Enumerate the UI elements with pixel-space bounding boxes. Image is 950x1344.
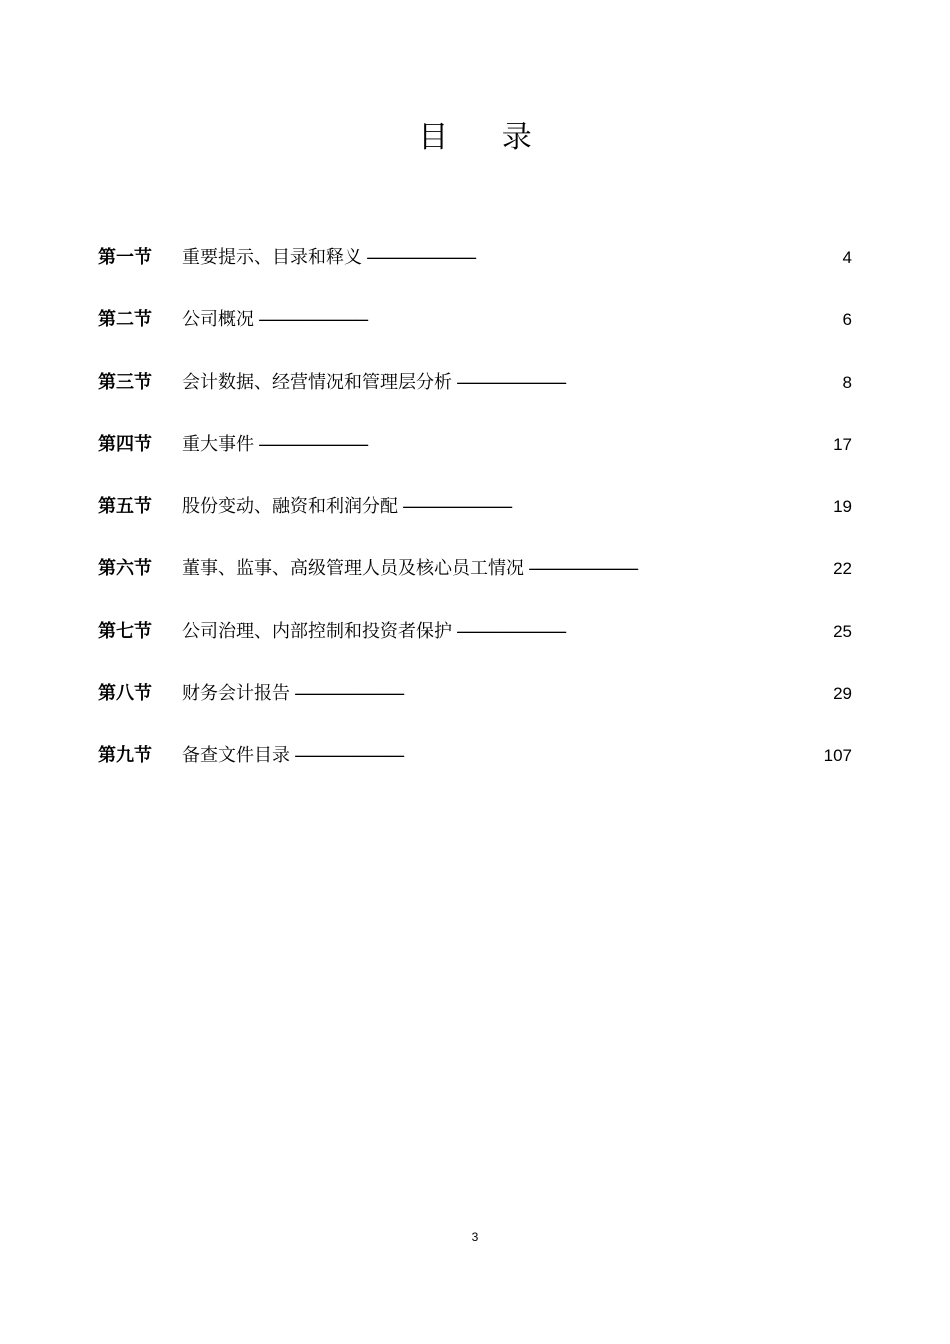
toc-entry[interactable] (98, 491, 852, 553)
toc-section-label: 第四节 (98, 433, 152, 455)
toc-section-label: 第五节 (98, 496, 152, 518)
toc-dot-leader (366, 243, 841, 263)
toc-section-label: 第三节 (98, 371, 152, 393)
toc-entry-title: 重大事件 (182, 433, 254, 455)
toc-page-number: 8 (842, 372, 852, 392)
toc-entry[interactable] (98, 678, 852, 740)
toc-entry-title: 董事、监事、高级管理人员及核心员工情况 (182, 558, 524, 580)
toc-section-label: 第七节 (98, 620, 152, 642)
toc-entry-title: 会计数据、经营情况和管理层分析 (182, 371, 452, 393)
toc-entry[interactable] (98, 367, 852, 429)
toc-dot-leader (456, 617, 831, 637)
toc-page-number: 29 (833, 684, 852, 704)
toc-dot-leader (294, 679, 831, 699)
toc-entry-title: 重要提示、目录和释义 (182, 247, 362, 268)
toc-section-label: 第九节 (98, 745, 152, 767)
toc-dot-leader (258, 430, 831, 450)
toc-section-label: 第一节 (98, 247, 152, 268)
toc-page-number: 22 (833, 559, 852, 579)
toc-entry[interactable] (98, 616, 852, 678)
page-title: 目 录 (418, 120, 554, 155)
toc-page-number: 6 (842, 310, 852, 330)
toc-dot-leader (402, 492, 831, 512)
toc-page-number: 19 (833, 497, 852, 517)
page-number: 3 (471, 1230, 479, 1244)
toc-dot-leader (294, 741, 822, 761)
toc-entry-title: 公司概况 (182, 309, 254, 331)
toc-entry[interactable] (98, 553, 852, 615)
toc-entry[interactable] (98, 242, 852, 304)
toc-section-label: 第二节 (98, 309, 152, 331)
toc-page-number: 4 (842, 248, 852, 267)
toc-dot-leader (528, 554, 831, 574)
toc-entry-title: 财务会计报告 (182, 683, 290, 705)
toc-entry[interactable] (98, 740, 852, 802)
toc-dot-leader (258, 305, 841, 325)
toc-page-number: 107 (823, 746, 852, 766)
toc-entry-title: 备查文件目录 (182, 745, 290, 767)
toc-dot-leader (456, 368, 841, 388)
toc-entry[interactable] (98, 429, 852, 491)
toc-page-number: 25 (833, 621, 852, 641)
toc-entry[interactable] (98, 304, 852, 366)
toc-entry-title: 公司治理、内部控制和投资者保护 (182, 620, 452, 642)
toc-page-number: 17 (833, 434, 852, 454)
toc-section-label: 第六节 (98, 558, 152, 580)
table-of-contents (98, 242, 852, 803)
toc-entry-title: 股份变动、融资和利润分配 (182, 496, 398, 518)
toc-section-label: 第八节 (98, 683, 152, 705)
